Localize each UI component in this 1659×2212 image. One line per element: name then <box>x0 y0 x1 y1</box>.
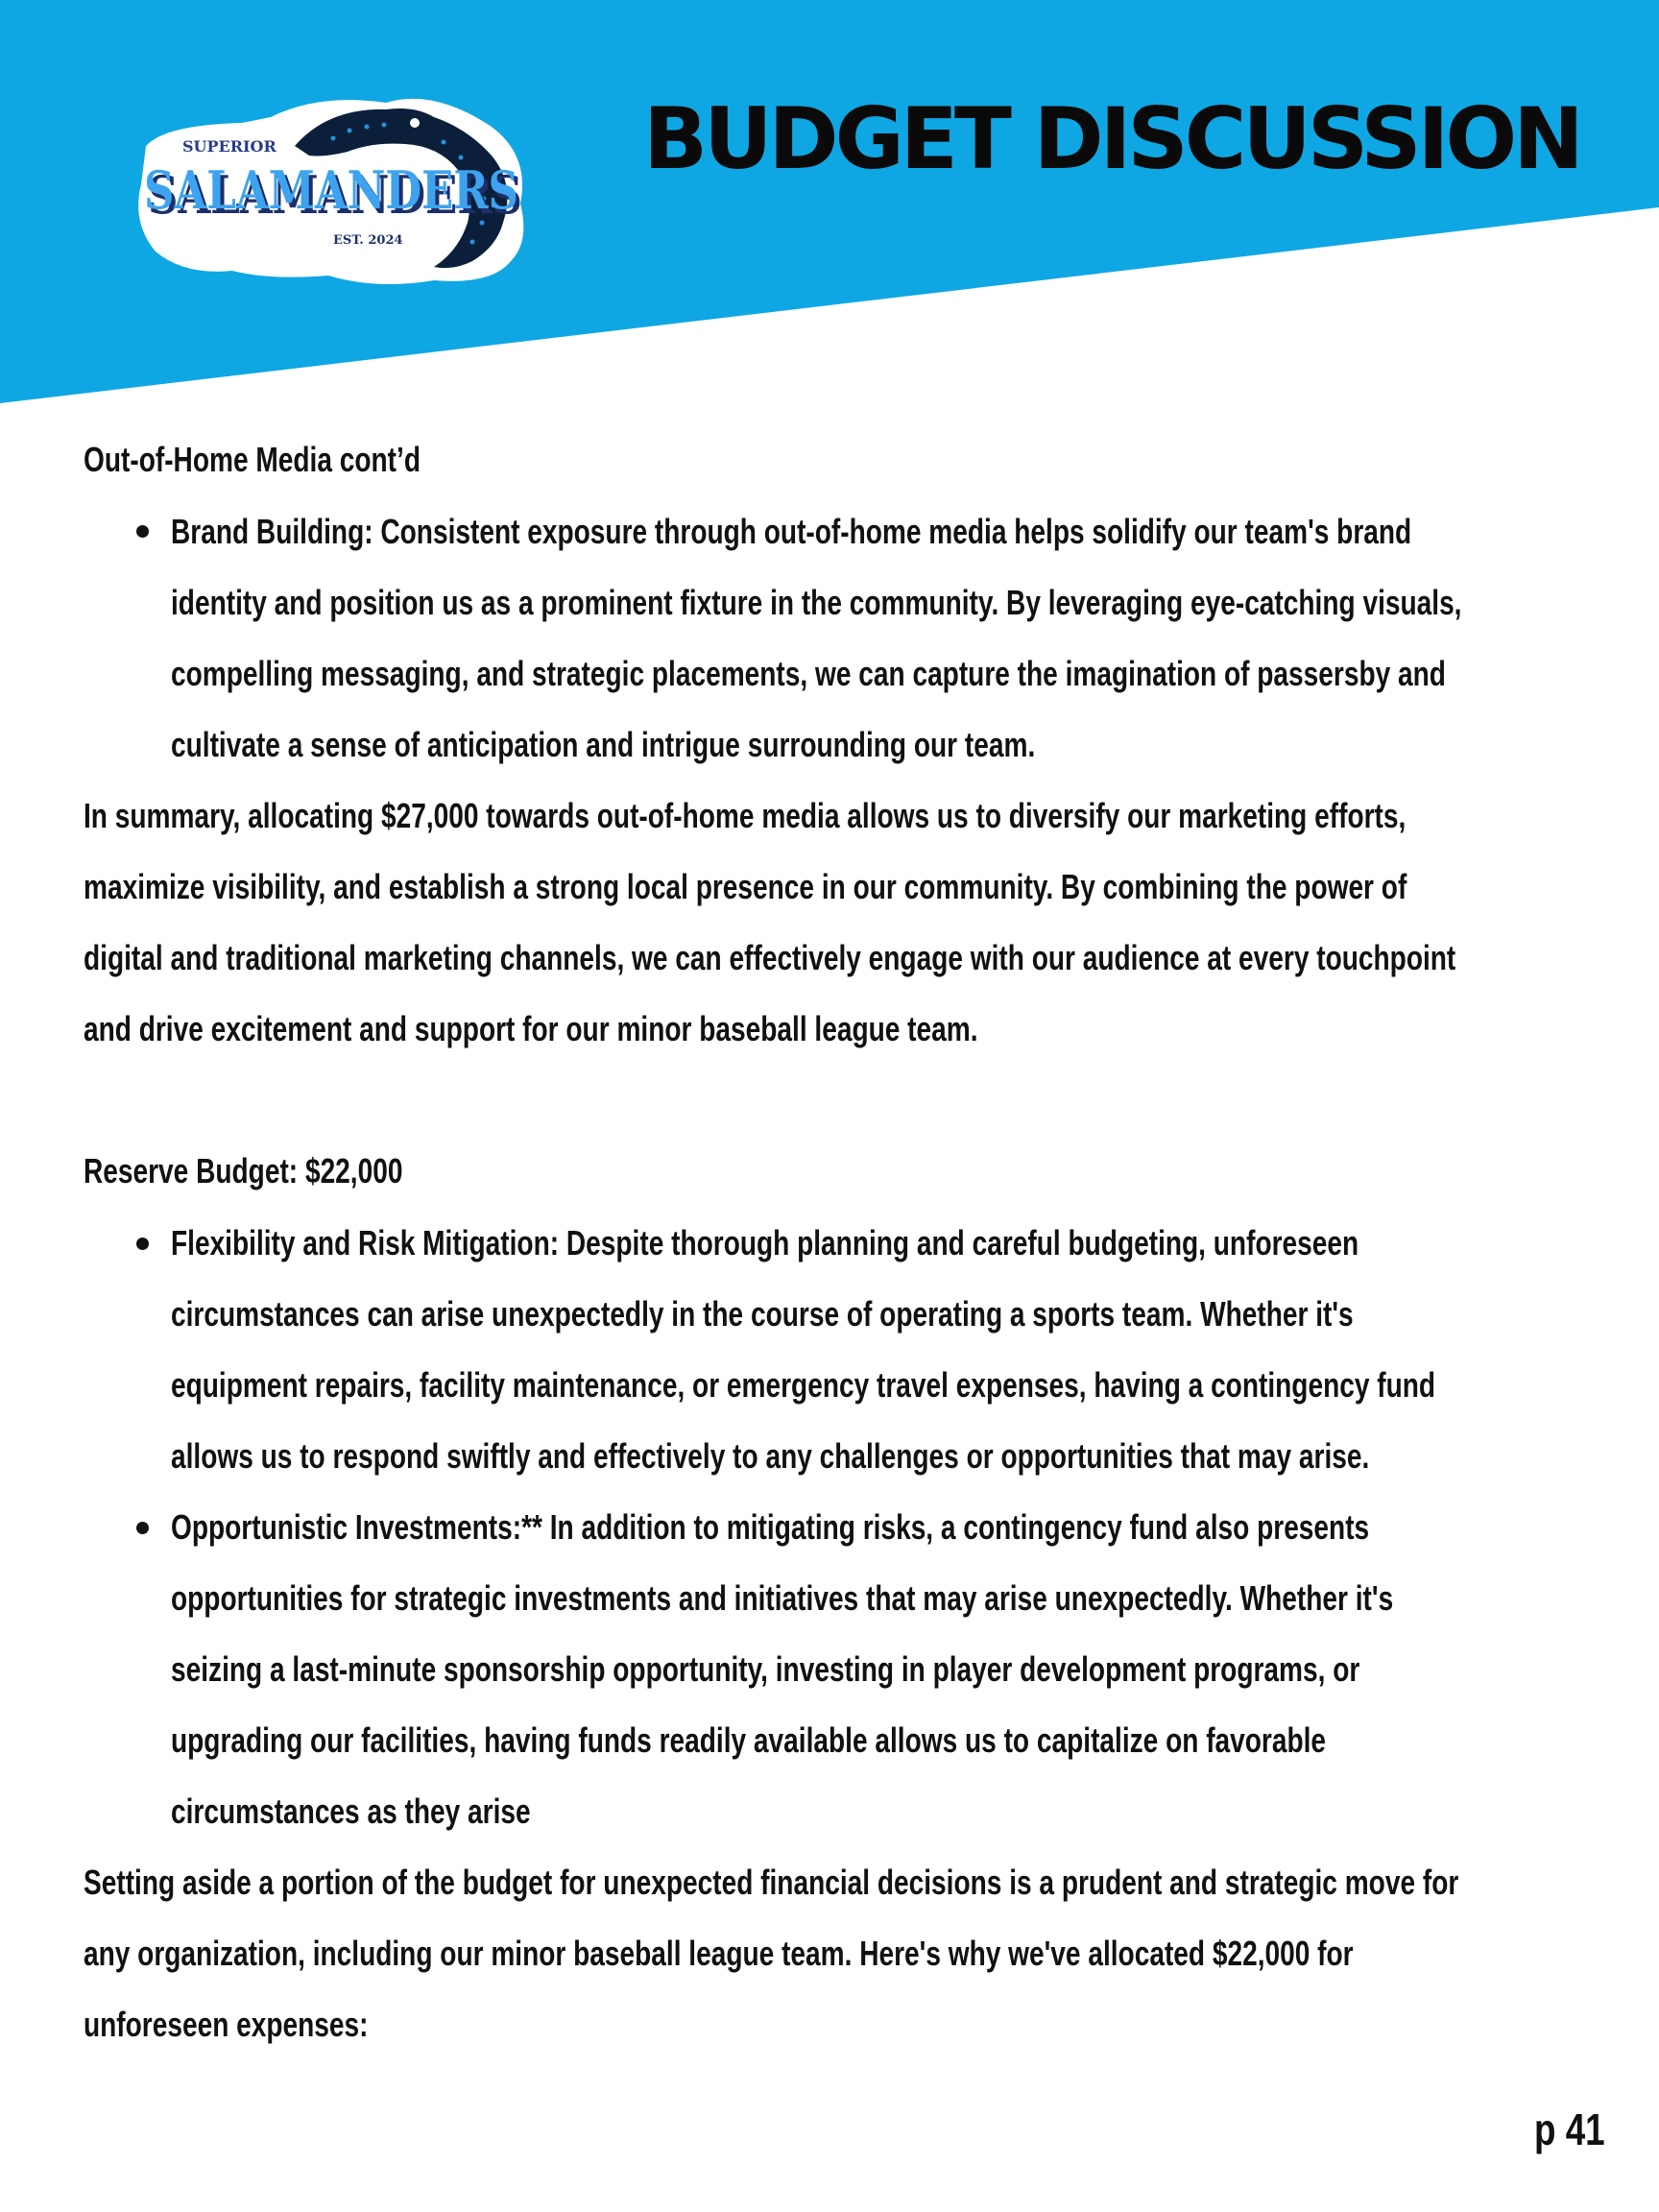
bullet-opportunistic-investments <box>171 1492 1393 1847</box>
text-line: and drive excitement and support for our minor baseball league team. <box>84 1009 978 1048</box>
text-line: unforeseen expenses: <box>84 2005 369 2044</box>
text-line: digital and traditional marketing channels, we can effectively engage with our audience at every touchpoint <box>84 938 1456 977</box>
page-number: p 41 <box>1534 2104 1605 2154</box>
logo-top-text: SUPERIOR <box>182 137 276 156</box>
section-heading-out-of-home: Out-of-Home Media cont’d <box>84 440 421 479</box>
salamanders-logo <box>127 88 540 290</box>
text-line: Opportunistic Investments:** In addition to mitigating risks, a contingency fund also presents <box>171 1507 1370 1547</box>
text-line: cultivate a sense of anticipation and intrigue surrounding our team. <box>171 725 1036 764</box>
text-line: any organization, including our minor baseball league team. Here's why we've allocated $22,000 for <box>84 1934 1354 1973</box>
text-line: circumstances can arise unexpectedly in the course of operating a sports team. Whether it's <box>171 1294 1354 1334</box>
logo-name: SALAMANDERS <box>144 159 518 221</box>
text-line: seizing a last-minute sponsorship opportunity, investing in player development programs, or <box>171 1649 1360 1689</box>
text-line: identity and position us as a prominent fixture in the community. By leveraging eye-catching visuals, <box>171 583 1462 622</box>
page-title: BUDGET DISCUSSION <box>643 89 1580 188</box>
text-line: Brand Building: Consistent exposure through out-of-home media helps solidify our team's brand <box>171 512 1412 551</box>
summary-paragraph <box>84 781 1456 1065</box>
salamander-eye <box>410 118 420 128</box>
text-line: Setting aside a portion of the budget for unexpected financial decisions is a prudent and strategic move for <box>84 1863 1459 1902</box>
logo-est-text: EST. 2024 <box>333 233 403 248</box>
text-line: equipment repairs, facility maintenance, or emergency travel expenses, having a contingency fund <box>171 1365 1436 1405</box>
text-line: maximize visibility, and establish a strong local presence in our community. By combining the power of <box>84 867 1407 906</box>
text-line: compelling messaging, and strategic placements, we can capture the imagination of passersby and <box>171 654 1446 693</box>
bullet-brand-building <box>171 496 1461 781</box>
bullet-flexibility-risk <box>171 1208 1435 1492</box>
closing-paragraph <box>84 1847 1459 2060</box>
text-line: allows us to respond swiftly and effectively to any challenges or opportunities that may arise. <box>171 1436 1370 1476</box>
bullet-dot <box>136 1238 149 1250</box>
logo-name-shadow: SALAMANDERS <box>148 164 522 226</box>
bullet-dot <box>136 525 149 538</box>
text-line: In summary, allocating $27,000 towards out-of-home media allows us to diversify our marketing efforts, <box>84 796 1407 835</box>
bullet-dot <box>136 1522 149 1534</box>
section-heading-reserve-budget: Reserve Budget: $22,000 <box>84 1151 403 1190</box>
text-line: upgrading our facilities, having funds readily available allows us to capitalize on favorable <box>171 1720 1327 1760</box>
text-line: circumstances as they arise <box>171 1791 531 1831</box>
text-line: opportunities for strategic investments and initiatives that may arise unexpectedly. Whether it's <box>171 1578 1394 1618</box>
text-line: Flexibility and Risk Mitigation: Despite thorough planning and careful budgeting, unforeseen <box>171 1223 1359 1262</box>
